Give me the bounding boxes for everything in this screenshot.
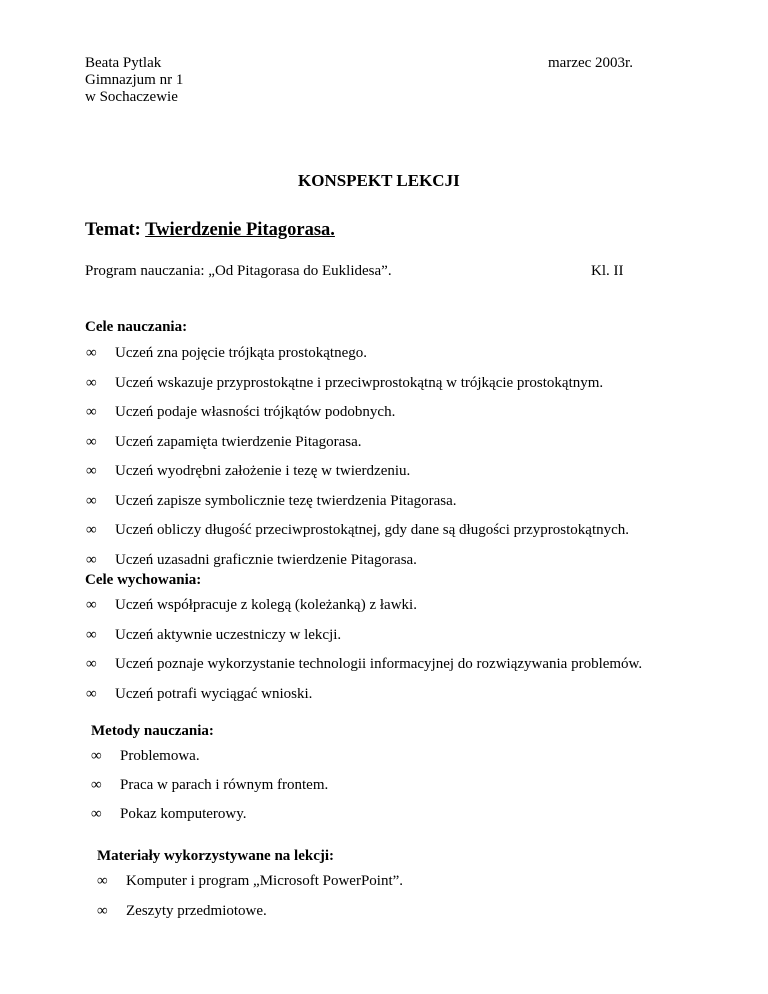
list-item: ∞ Problemowa.	[91, 748, 200, 764]
list-item: ∞ Uczeń poznaje wykorzystanie technologii informacyjnej do rozwiązywania problemów.	[86, 656, 643, 672]
list-item: ∞ Uczeń podaje własności trójkątów podobnych.	[86, 404, 396, 420]
infinity-bullet-icon: ∞	[86, 433, 97, 450]
infinity-bullet-icon: ∞	[86, 404, 97, 420]
infinity-bullet-icon: ∞	[86, 551, 97, 568]
author-block	[85, 55, 183, 106]
teaching-goals-list	[86, 345, 629, 581]
teaching-methods-heading: Metody nauczania:	[91, 723, 214, 739]
infinity-bullet-icon: ∞	[97, 873, 108, 889]
document-title: KONSPEKT LEKCJI	[298, 171, 460, 190]
infinity-bullet-icon: ∞	[91, 776, 102, 793]
infinity-bullet-icon: ∞	[86, 374, 97, 391]
list-item: ∞ Uczeń wyodrębni założenie i tezę w twierdzeniu.	[86, 463, 411, 479]
infinity-bullet-icon: ∞	[91, 805, 102, 822]
topic-value: Twierdzenie Pitagorasa.	[145, 220, 335, 240]
list-item: ∞ Uczeń potrafi wyciągać wnioski.	[86, 685, 313, 702]
list-item: ∞ Uczeń wskazuje przyprostokątne i przeciwprostokątną w trójkącie prostokątnym.	[86, 374, 604, 391]
lesson-topic	[85, 220, 335, 241]
infinity-bullet-icon: ∞	[86, 597, 97, 613]
teaching-methods-list	[91, 748, 328, 834]
infinity-bullet-icon: ∞	[86, 522, 97, 538]
school-name: Gimnazjum nr 1	[85, 72, 184, 88]
infinity-bullet-icon: ∞	[86, 685, 97, 702]
infinity-bullet-icon: ∞	[86, 463, 97, 479]
school-location: w Sochaczewie	[85, 89, 178, 105]
materials-list	[97, 873, 403, 933]
list-item: ∞ Pokaz komputerowy.	[91, 805, 247, 822]
list-item: ∞ Uczeń zapisze symbolicznie tezę twierdzenia Pitagorasa.	[86, 492, 457, 509]
list-item: ∞ Praca w parach i równym frontem.	[91, 776, 329, 793]
list-item: ∞ Uczeń uzasadni graficznie twierdzenie Pitagorasa.	[86, 551, 417, 568]
list-item: ∞ Uczeń obliczy długość przeciwprostokątnej, gdy dane są długości przyprostokątnych.	[86, 522, 630, 538]
class-label: Kl. II	[591, 263, 624, 279]
infinity-bullet-icon: ∞	[86, 345, 97, 361]
infinity-bullet-icon: ∞	[97, 903, 108, 919]
infinity-bullet-icon: ∞	[86, 492, 97, 509]
list-item: ∞ Uczeń zapamięta twierdzenie Pitagorasa.	[86, 433, 362, 450]
list-item: ∞ Uczeń aktywnie uczestniczy w lekcji.	[86, 626, 342, 643]
list-item: ∞ Uczeń współpracuje z kolegą (koleżanką) z ławki.	[86, 597, 417, 613]
infinity-bullet-icon: ∞	[86, 656, 97, 672]
program-text: Program nauczania: „Od Pitagorasa do Euklidesa”.	[85, 263, 392, 279]
infinity-bullet-icon: ∞	[91, 748, 102, 764]
author-name: Beata Pytlak	[85, 55, 162, 71]
infinity-bullet-icon: ∞	[86, 626, 97, 643]
list-item: ∞ Uczeń zna pojęcie trójkąta prostokątnego.	[86, 345, 367, 361]
materials-heading: Materiały wykorzystywane na lekcji:	[97, 848, 335, 864]
list-item: ∞ Komputer i program „Microsoft PowerPoint”.	[97, 873, 404, 889]
topic-label: Temat:	[85, 220, 141, 240]
educational-goals-heading: Cele wychowania:	[85, 572, 202, 588]
teaching-goals-heading: Cele nauczania:	[85, 319, 188, 335]
list-item: ∞ Zeszyty przedmiotowe.	[97, 903, 267, 919]
document-date: marzec 2003r.	[548, 55, 633, 71]
educational-goals-list	[86, 597, 642, 715]
